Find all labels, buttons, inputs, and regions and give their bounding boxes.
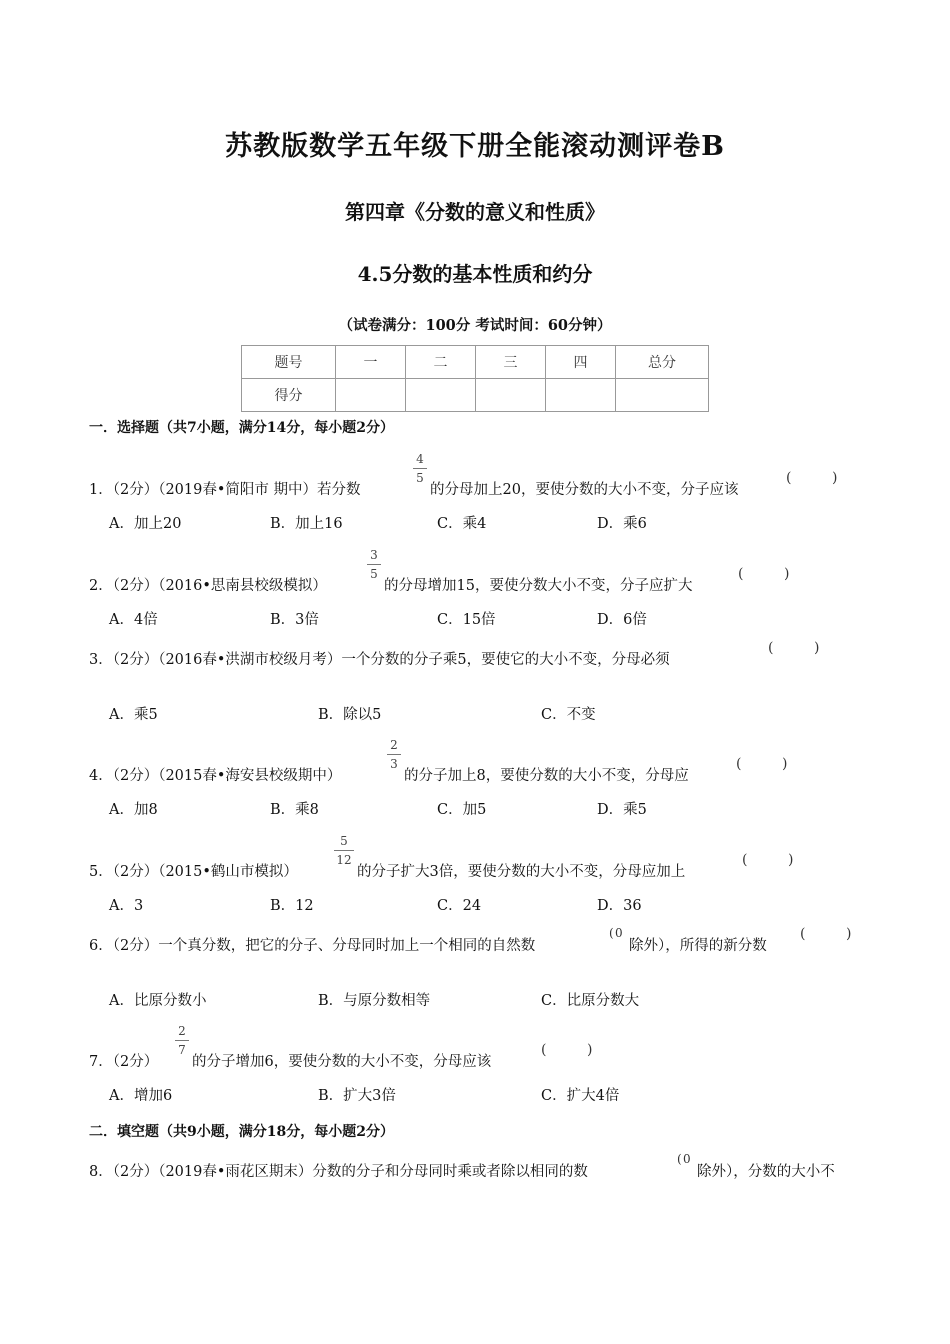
exam-info: （试卷满分：100分 考试时间：60分钟） xyxy=(338,317,612,334)
question-4-option-a[interactable]: A．加8 xyxy=(109,802,158,818)
fraction-bar xyxy=(387,754,401,755)
chapter-title: 第四章《分数的意义和性质》 xyxy=(345,200,605,224)
question-7-suffix: 的分子增加6，要使分数的大小不变，分母应该 xyxy=(192,1054,492,1070)
paren-open-small: ( xyxy=(677,1152,682,1166)
fraction-denominator: 5 xyxy=(370,567,378,581)
zero-digit: 0 xyxy=(615,926,623,940)
answer-paren-close: ) xyxy=(782,756,788,772)
question-5-option-c[interactable]: C．24 xyxy=(437,898,482,914)
question-6-option-c[interactable]: C．比原分数大 xyxy=(541,993,640,1009)
question-1-fraction xyxy=(413,451,427,486)
score-table xyxy=(241,345,709,412)
score-header-cell: 总分 xyxy=(616,346,709,379)
question-3-option-b[interactable]: B．除以5 xyxy=(318,707,382,723)
fraction-denominator: 7 xyxy=(178,1043,186,1057)
question-6-suffix: 除外），所得的新分数 xyxy=(629,938,767,954)
question-3-option-c[interactable]: C．不变 xyxy=(541,707,596,723)
fraction-numerator: 2 xyxy=(178,1024,186,1038)
question-1-option-a[interactable]: A．加上20 xyxy=(109,516,182,532)
fraction-numerator: 4 xyxy=(416,452,424,466)
answer-paren-close: ) xyxy=(814,640,820,656)
answer-paren-open: ( xyxy=(738,566,744,582)
answer-paren-open: ( xyxy=(736,756,742,772)
fraction-numerator: 5 xyxy=(340,834,348,848)
question-8-prefix: 8．（2分）（2019春•雨花区期末）分数的分子和分母同时乘或者除以相同的数 xyxy=(89,1164,588,1180)
question-1-option-c[interactable]: C．乘4 xyxy=(437,516,487,532)
lesson-title: 4.5分数的基本性质和约分 xyxy=(357,262,593,286)
question-5-suffix: 的分子扩大3倍，要使分数的大小不变，分母应加上 xyxy=(357,864,686,880)
question-6-option-a[interactable]: A．比原分数小 xyxy=(109,993,207,1009)
score-cell[interactable] xyxy=(406,379,476,412)
question-7-fraction xyxy=(175,1023,189,1058)
question-5-option-b[interactable]: B．12 xyxy=(270,898,314,914)
fraction-denominator: 3 xyxy=(390,757,398,771)
fraction-numerator: 2 xyxy=(390,738,398,752)
question-1-option-b[interactable]: B．加上16 xyxy=(270,516,343,532)
answer-paren-open: ( xyxy=(742,852,748,868)
question-2-prefix: 2．（2分）（2016•思南县校级模拟） xyxy=(89,578,327,594)
zero-digit: 0 xyxy=(683,1152,691,1166)
question-2-fraction xyxy=(367,547,381,582)
question-7-prefix: 7．（2分） xyxy=(89,1054,159,1070)
question-4-option-c[interactable]: C．加5 xyxy=(437,802,487,818)
question-8-suffix: 除外），分数的大小不 xyxy=(697,1164,835,1180)
score-header-cell: 二 xyxy=(406,346,476,379)
question-7-option-c[interactable]: C．扩大4倍 xyxy=(541,1088,620,1104)
question-5-option-d[interactable]: D．36 xyxy=(597,898,642,914)
answer-paren-open: ( xyxy=(800,926,806,942)
score-table-score-row xyxy=(242,379,709,412)
question-4-option-d[interactable]: D．乘5 xyxy=(597,802,647,818)
answer-paren-open: ( xyxy=(768,640,774,656)
score-cell[interactable] xyxy=(616,379,709,412)
answer-paren-open: ( xyxy=(541,1042,547,1058)
question-2-option-b[interactable]: B．3倍 xyxy=(270,612,319,628)
score-header-cell: 三 xyxy=(476,346,546,379)
question-4-prefix: 4．（2分）（2015春•海安县校级期中） xyxy=(89,768,342,784)
question-2-option-a[interactable]: A．4倍 xyxy=(109,612,158,628)
question-6-prefix: 6．（2分）一个真分数，把它的分子、分母同时加上一个相同的自然数 xyxy=(89,938,536,954)
score-cell[interactable] xyxy=(476,379,546,412)
question-1-prefix: 1．（2分）（2019春•简阳市 期中）若分数 xyxy=(89,482,361,498)
page-title: 苏教版数学五年级下册全能滚动测评卷B xyxy=(225,131,725,162)
fraction-bar xyxy=(175,1040,189,1041)
fraction-numerator: 3 xyxy=(370,548,378,562)
fraction-denominator: 5 xyxy=(416,471,424,485)
paren-open-small: ( xyxy=(609,926,614,940)
fraction-bar xyxy=(413,468,427,469)
question-4-fraction xyxy=(387,737,401,772)
question-1-suffix: 的分母加上20，要使分数的大小不变，分子应该 xyxy=(430,482,739,498)
score-header-cell: 四 xyxy=(546,346,616,379)
question-2-option-c[interactable]: C．15倍 xyxy=(437,612,496,628)
question-1-option-d[interactable]: D．乘6 xyxy=(597,516,647,532)
score-header-cell: 一 xyxy=(336,346,406,379)
fraction-denominator: 12 xyxy=(336,853,352,867)
question-7-option-a[interactable]: A．增加6 xyxy=(109,1088,173,1104)
question-7-option-b[interactable]: B．扩大3倍 xyxy=(318,1088,396,1104)
question-5-fraction xyxy=(334,833,354,868)
question-2-suffix: 的分母增加15，要使分数大小不变，分子应扩大 xyxy=(384,578,693,594)
score-cell[interactable] xyxy=(546,379,616,412)
question-4-suffix: 的分子加上8，要使分数的大小不变，分母应 xyxy=(404,768,689,784)
section-1-title: 一．选择题（共7小题，满分14分，每小题2分） xyxy=(89,420,394,436)
answer-paren-open: ( xyxy=(786,470,792,486)
answer-paren-close: ) xyxy=(784,566,790,582)
score-table-header-row xyxy=(242,346,709,379)
answer-paren-close: ) xyxy=(832,470,838,486)
answer-paren-close: ) xyxy=(788,852,794,868)
question-5-prefix: 5．（2分）（2015•鹤山市模拟） xyxy=(89,864,298,880)
fraction-bar xyxy=(334,850,354,851)
question-6-option-b[interactable]: B．与原分数相等 xyxy=(318,993,431,1009)
question-5-option-a[interactable]: A．3 xyxy=(109,898,144,914)
answer-paren-close: ) xyxy=(587,1042,593,1058)
score-header-cell: 题号 xyxy=(242,346,336,379)
question-4-option-b[interactable]: B．乘8 xyxy=(270,802,319,818)
question-2-option-d[interactable]: D．6倍 xyxy=(597,612,647,628)
question-3-text: 3．（2分）（2016春•洪湖市校级月考）一个分数的分子乘5，要使它的大小不变，分母必须 xyxy=(89,652,670,668)
fraction-bar xyxy=(367,564,381,565)
answer-paren-close: ) xyxy=(846,926,852,942)
question-3-option-a[interactable]: A．乘5 xyxy=(109,707,158,723)
score-row-label: 得分 xyxy=(242,379,336,412)
section-2-title: 二．填空题（共9小题，满分18分，每小题2分） xyxy=(89,1124,394,1140)
score-cell[interactable] xyxy=(336,379,406,412)
